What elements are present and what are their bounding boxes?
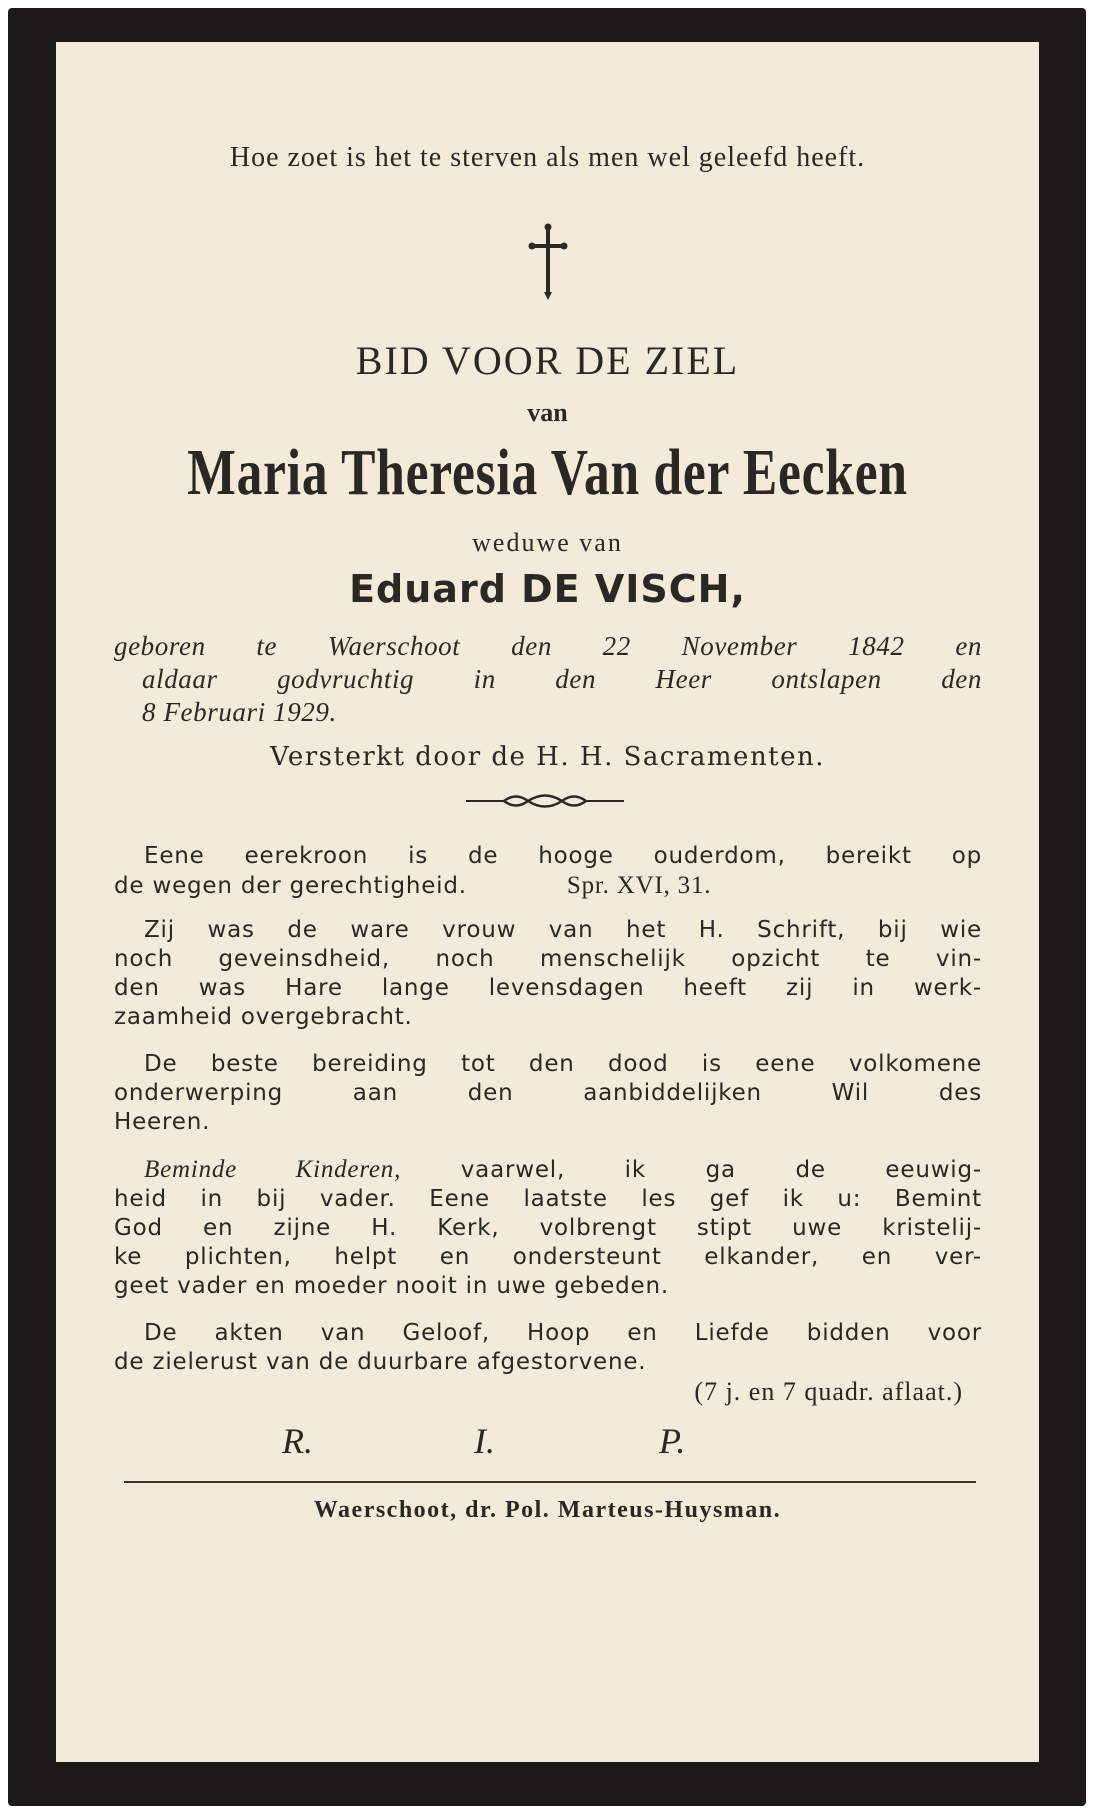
text-line: heid in bij vader. Eene laatste les gef ik u: Bemint [114,1186,982,1212]
text-fragment: vaarwel, ik ga de eeuwig- [401,1157,982,1183]
bible-reference: Spr. XVI, 31. [566,872,712,899]
paragraph-kinderen [114,1155,982,1301]
text-line: ke plichten, helpt en ondersteunt elkander, en ver- [114,1244,982,1270]
text-line: den was Hare lange levensdagen heeft zij in werk- [114,975,982,1001]
text-line: noch geveinsdheid, noch menschelijk opzicht te vin- [114,946,982,972]
mourning-border [8,8,1086,1806]
sacraments-line: Versterkt door de H. H. Sacramenten. [269,742,826,772]
rip-i: I. [474,1421,495,1461]
paragraph-eerekroon [114,842,982,901]
text-line: De beste bereiding tot den dood is eene volkomene [144,1051,982,1077]
motto: Hoe zoet is het te sterven als men wel geleefd heeft. [229,142,866,173]
text-line [114,1155,982,1185]
text-fragment: de wegen der gerechtigheid. [114,873,467,899]
birth-line: 8 Februari 1929. [142,697,337,727]
paragraph-akten [114,1319,982,1377]
memorial-card [56,42,1039,1762]
text-line [114,871,982,901]
text-line: Eene eerekroon is de hooge ouderdom, bereikt op [144,843,982,869]
text-line: de zielerust van de duurbare afgestorvene. [114,1349,647,1375]
spouse-name: Eduard DE VISCH, [349,567,746,611]
birth-line: geboren te Waerschoot den 22 November 1842 en [114,631,982,661]
heading: BID VOOR DE ZIEL [355,338,740,383]
divider-rule [124,1481,976,1483]
widow-label: weduwe van [472,528,623,557]
paragraph-bereiding [114,1050,982,1137]
text-line: onderwerping aan den aanbiddelijken Wil des [114,1080,982,1106]
rip-p: P. [659,1421,686,1461]
rip-r: R. [282,1421,313,1461]
paragraph-ware-vrouw [114,916,982,1032]
deceased-name: Maria Theresia Van der Eecken [187,436,908,509]
text-line: De akten van Geloof, Hoop en Liefde bidden voor [144,1320,982,1346]
text-line: geet vader en moeder nooit in uwe gebeden. [114,1273,669,1299]
ornament-divider-icon [464,790,626,812]
birth-death-text [114,630,982,729]
indulgence-note: (7 j. en 7 quadr. aflaat.) [694,1377,963,1406]
text-line: God en zijne H. Kerk, volbrengt stipt uwe kristelij- [114,1215,982,1241]
address-phrase: Beminde Kinderen, [144,1156,402,1183]
text-line: Zij was de ware vrouw van het H. Schrift, bij wie [144,917,982,943]
birth-line: aldaar godvruchtig in den Heer ontslapen den [142,664,982,694]
printer-imprint: Waerschoot, dr. Pol. Marteus-Huysman. [313,1497,782,1523]
cross-icon [528,222,568,300]
text-line: zaamheid overgebracht. [114,1004,413,1030]
text-line: Heeren. [114,1109,211,1135]
van-label: van [527,398,568,427]
